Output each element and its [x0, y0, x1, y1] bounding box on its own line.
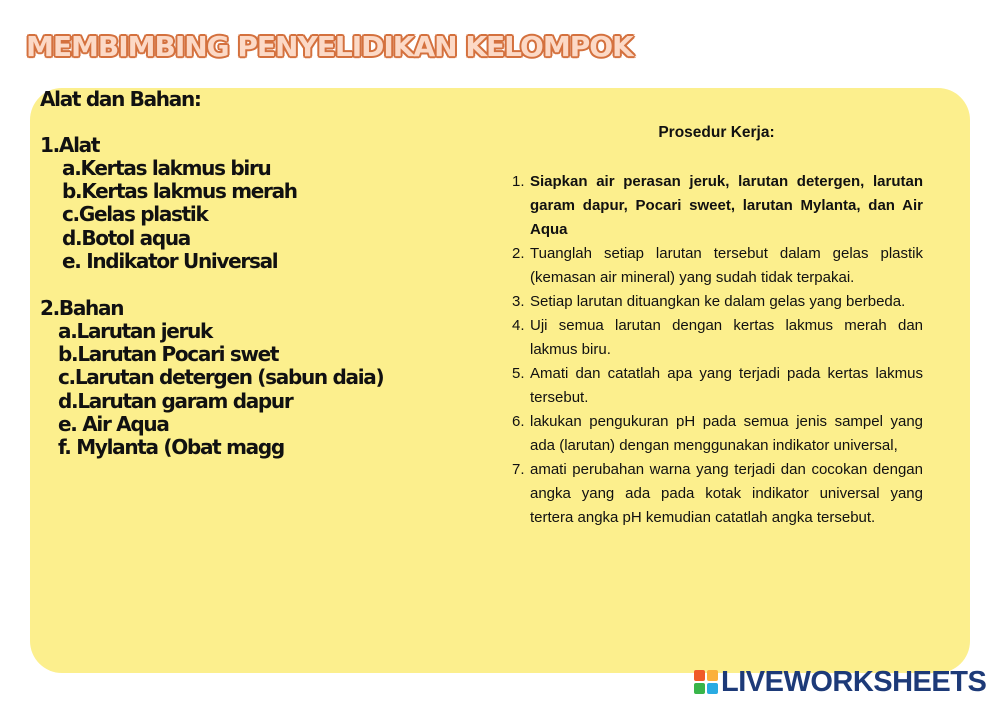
step-number: 3. [512, 293, 525, 310]
step-text: Amati dan catatlah apa yang terjadi pada kertas lakmus tersebut. [530, 365, 923, 406]
procedure-step [510, 314, 923, 362]
procedure-step [510, 458, 923, 530]
logo-square [694, 683, 705, 694]
alat-label: 1.Alat [40, 133, 100, 157]
procedure-step [510, 242, 923, 290]
bahan-item: b.Larutan Pocari swet [58, 342, 279, 367]
procedure-step [510, 170, 923, 242]
step-text: amati perubahan warna yang terjadi dan cocokan dengan angka yang ada pada kotak indikator universal yang tertera angka pH kemudian catatlah angka tersebut. [530, 461, 923, 526]
step-number: 4. [512, 317, 525, 334]
step-text: lakukan pengukuran pH pada semua jenis sampel yang ada (larutan) dengan menggunakan indikator universal, [530, 413, 923, 454]
procedure-step [510, 290, 923, 314]
alat-item: a.Kertas lakmus biru [62, 156, 271, 180]
bahan-item: c.Larutan detergen (sabun daia) [58, 365, 384, 390]
alat-item: b.Kertas lakmus merah [62, 179, 297, 204]
step-text: Tuanglah setiap larutan tersebut dalam gelas plastik (kemasan air mineral) yang sudah tidak terpakai. [530, 245, 923, 286]
procedure-step [510, 362, 923, 410]
bahan-item: e. Air Aqua [58, 411, 169, 436]
bahan-item: d.Larutan garam dapur [58, 388, 293, 413]
bahan-item: a.Larutan jeruk [58, 319, 213, 344]
procedure-step [510, 410, 923, 458]
procedure-list [510, 170, 923, 530]
materials-section [40, 88, 480, 459]
step-number: 7. [512, 461, 525, 478]
bahan-list [40, 320, 480, 459]
step-text: Uji semua larutan dengan kertas lakmus merah dan lakmus biru. [530, 317, 923, 358]
step-text: Setiap larutan dituangkan ke dalam gelas yang berbeda. [530, 293, 906, 310]
alat-list [40, 157, 480, 273]
procedure-section [510, 124, 923, 530]
logo-square [694, 670, 705, 681]
logo-mark-icon [694, 670, 718, 694]
bahan-label: 2.Bahan [40, 296, 124, 321]
logo-square [707, 670, 718, 681]
procedure-title: Prosedur Kerja: [658, 124, 775, 141]
bahan-item: f. Mylanta (Obat magg [58, 435, 284, 460]
page-title: MEMBIMBING PENYELIDIKAN KELOMPOK [26, 30, 633, 63]
liveworksheets-logo[interactable] [694, 665, 987, 698]
alat-item: e. Indikator Universal [62, 248, 278, 273]
step-number: 5. [512, 365, 525, 382]
alat-item: c.Gelas plastik [62, 202, 208, 227]
step-number: 2. [512, 245, 525, 262]
step-number: 1. [512, 173, 525, 190]
logo-square [707, 683, 718, 694]
step-number: 6. [512, 413, 525, 430]
alat-item: d.Botol aqua [62, 225, 190, 250]
materials-heading: Alat dan Bahan: [40, 87, 201, 111]
step-text: Siapkan air perasan jeruk, larutan detergen, larutan garam dapur, Pocari sweet, larutan Mylanta, dan Air Aqua [530, 173, 923, 238]
logo-text: LIVEWORKSHEETS [721, 665, 987, 698]
